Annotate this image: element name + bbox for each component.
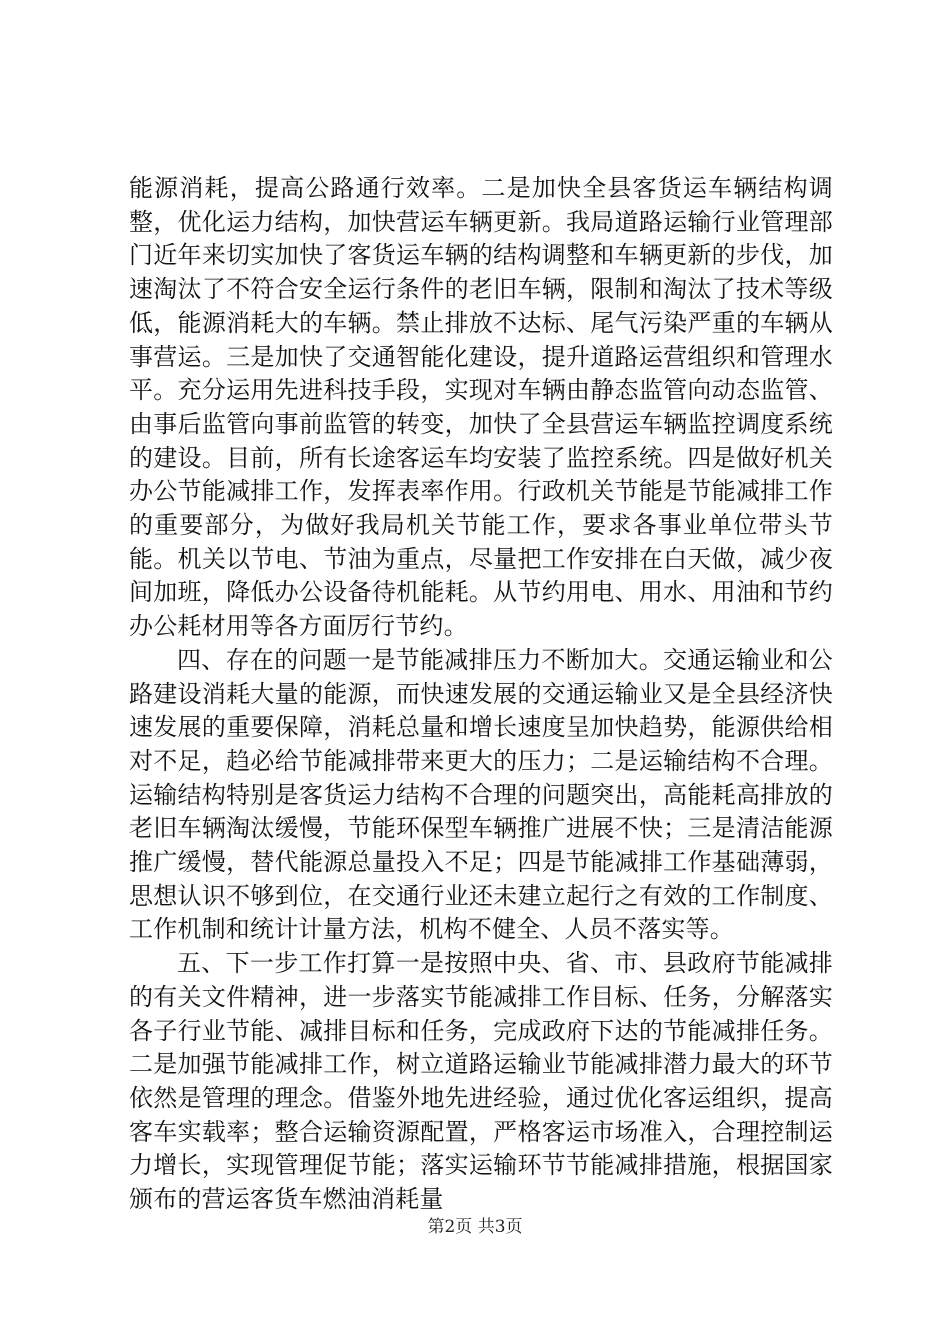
paragraph-vehicle-structure: 能源消耗，提高公路通行效率。二是加快全县客货运车辆结构调整，优化运力结构，加快营运车辆更新。我局道路运输行业管理部门近年来切实加快了客货运车辆的结构调整和车辆更新的步伐，加速淘汰了不符合安全运行条件的老旧车辆，限制和淘汰了技术等级低，能源消耗大的车辆。禁止排放不达标、尾气污染严重的车辆从事营运。三是加快了交通智能化建设，提升道路运营组织和管理水平。充分运用先进科技手段，实现对车辆由静态监管向动态监管、由事后监管向事前监管的转变，加快了全县营运车辆监控调度系统的建设。目前，所有长途客运车均安装了监控系统。四是做好机关办公节能减排工作，发挥表率作用。行政机关节能是节能减排工作的重要部分，为做好我局机关节能工作，要求各事业单位带头节能。机关以节电、节油为重点，尽量把工作安排在白天做，减少夜间加班，降低办公设备待机能耗。从节约用电、用水、用油和节约办公耗材用等各方面厉行节约。 xyxy=(129,174,833,641)
body-text xyxy=(129,172,833,1217)
paragraph-existing-problems: 四、存在的问题一是节能减排压力不断加大。交通运输业和公路建设消耗大量的能源，而快速发展的交通运输业又是全县经济快速发展的重要保障，消耗总量和增长速度呈加快趋势，能源供给相对不足，趋必给节能减排带来更大的压力；二是运输结构不合理。运输结构特别是客货运力结构不合理的问题突出，高能耗高排放的老旧车辆淘汰缓慢，节能环保型车辆推广进展不快；三是清洁能源推广缓慢，替代能源总量投入不足；四是节能减排工作基础薄弱，思想认识不够到位，在交通行业还未建立起行之有效的工作制度、工作机制和统计计量方法，机构不健全、人员不落实等。 xyxy=(129,645,833,944)
paragraph-next-steps: 五、下一步工作打算一是按照中央、省、市、县政府节能减排的有关文件精神，进一步落实节能减排工作目标、任务，分解落实各子行业节能、减排目标和任务，完成政府下达的节能减排任务。二是加强节能减排工作，树立道路运输业节能减排潜力最大的环节依然是管理的理念。借鉴外地先进经验，通过优化客运组织，提高客车实载率；整合运输资源配置，严格客运市场准入，合理控制运力增长，实现管理促节能；落实运输环节节能减排措施，根据国家颁布的营运客货车燃油消耗量 xyxy=(129,949,833,1214)
page-footer: 第2页 共3页 xyxy=(427,1217,523,1237)
